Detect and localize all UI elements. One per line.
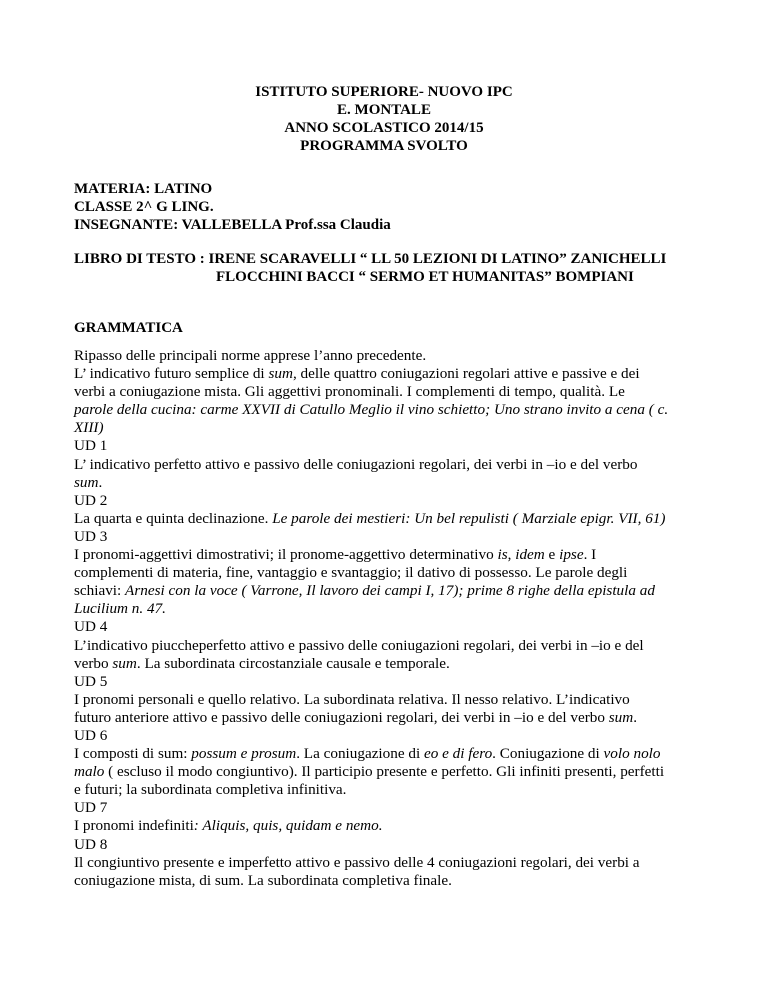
textbook-line-2: FLOCCHINI BACCI “ SERMO ET HUMANITAS” BOMPIANI bbox=[216, 269, 634, 285]
text-line: L’indicativo piuccheperfetto attivo e passivo delle coniugazioni regolari, dei verbi in –io e del bbox=[74, 636, 644, 654]
unit-heading: UD 6 bbox=[74, 726, 108, 744]
unit-heading: UD 1 bbox=[74, 437, 108, 455]
text-line: Il congiuntivo presente e imperfetto attivo e passivo delle 4 coniugazioni regolari, dei verbi a bbox=[74, 853, 640, 871]
text-line: verbo sum. La subordinata circostanziale causale e temporale. bbox=[74, 654, 450, 672]
text-line: parole della cucina: carme XXVII di Catullo Meglio il vino schietto; Uno strano invito a cena ( c. bbox=[74, 401, 669, 419]
text-line: coniugazione mista, di sum. La subordinata completiva finale. bbox=[74, 871, 452, 889]
text-line: L’ indicativo perfetto attivo e passivo delle coniugazioni regolari, dei verbi in –io e del verbo bbox=[74, 455, 638, 473]
unit-heading: UD 5 bbox=[74, 672, 108, 690]
text-line: sum. bbox=[74, 473, 103, 491]
unit-heading: UD 4 bbox=[74, 618, 108, 636]
text-line: XIII) bbox=[74, 419, 104, 437]
text-line: complementi di materia, fine, vantaggio e svantaggio; il dativo di possesso. Le parole degli bbox=[74, 564, 628, 582]
text-line: I composti di sum: possum e prosum. La coniugazione di eo e di fero. Coniugazione di volo nolo bbox=[74, 745, 661, 763]
class-line: CLASSE 2^ G LING. bbox=[74, 199, 214, 215]
text-line: malo ( escluso il modo congiuntivo). Il participio presente e perfetto. Gli infiniti presenti, perfetti bbox=[74, 763, 665, 781]
program-content bbox=[74, 347, 714, 890]
text-line: L’ indicativo futuro semplice di sum, delle quattro coniugazioni regolari attive e passive e dei bbox=[74, 365, 640, 383]
text-line: I pronomi personali e quello relativo. La subordinata relativa. Il nesso relativo. L’indicativo bbox=[74, 690, 630, 708]
school-subtitle: E. MONTALE bbox=[337, 102, 431, 118]
text-line: La quarta e quinta declinazione. Le parole dei mestieri: Un bel repulisti ( Marziale epigr. VII, 61) bbox=[74, 509, 666, 527]
text-line: I pronomi indefiniti: Aliquis, quis, quidam e nemo. bbox=[74, 817, 383, 835]
textbook-line-1: LIBRO DI TESTO : IRENE SCARAVELLI “ LL 50 LEZIONI DI LATINO” ZANICHELLI bbox=[74, 251, 667, 267]
teacher-line: INSEGNANTE: VALLEBELLA Prof.ssa Claudia bbox=[74, 217, 391, 233]
document-title: PROGRAMMA SVOLTO bbox=[300, 138, 468, 154]
text-line: verbi a coniugazione mista. Gli aggettivi pronominali. I complementi di tempo, qualità. Le bbox=[74, 383, 625, 401]
school-year: ANNO SCOLASTICO 2014/15 bbox=[284, 120, 484, 136]
text-line: I pronomi-aggettivi dimostrativi; il pronome-aggettivo determinativo is, idem e ipse. I bbox=[74, 546, 597, 564]
text-line: futuro anteriore attivo e passivo delle coniugazioni regolari, dei verbi in –io e del verbo sum. bbox=[74, 708, 638, 726]
section-title: GRAMMATICA bbox=[74, 320, 183, 336]
unit-heading: UD 3 bbox=[74, 527, 108, 545]
unit-heading: UD 2 bbox=[74, 491, 108, 509]
unit-heading: UD 8 bbox=[74, 835, 108, 853]
text-line: Lucilium n. 47. bbox=[74, 600, 166, 618]
school-name: ISTITUTO SUPERIORE- NUOVO IPC bbox=[255, 84, 513, 100]
subject-line: MATERIA: LATINO bbox=[74, 181, 213, 197]
text-line: Ripasso delle principali norme apprese l’anno precedente. bbox=[74, 347, 427, 364]
unit-heading: UD 7 bbox=[74, 799, 108, 817]
text-line: e futuri; la subordinata completiva infinitiva. bbox=[74, 781, 347, 799]
text-line: schiavi: Arnesi con la voce ( Varrone, Il lavoro dei campi I, 17); prime 8 righe della epistula ad bbox=[74, 582, 655, 600]
